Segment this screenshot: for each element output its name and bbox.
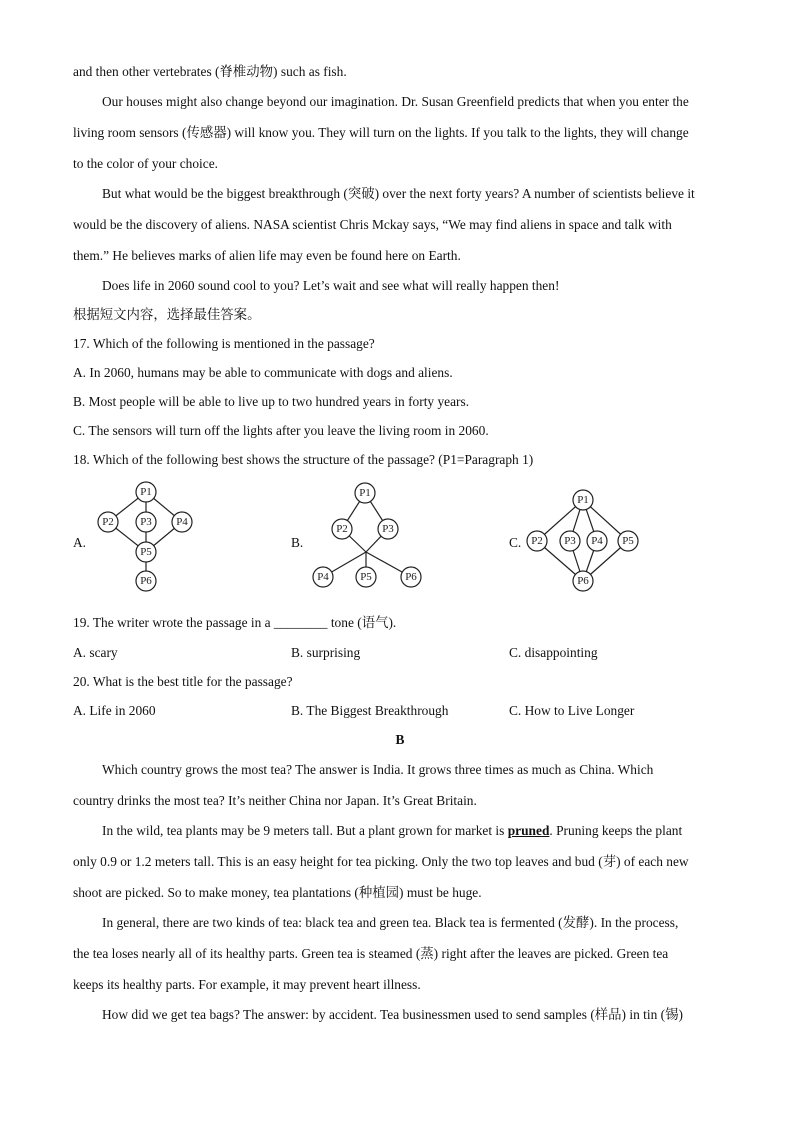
question-19-option-b[interactable]: B. surprising (291, 645, 361, 660)
question-18-stem: 18. Which of the following best shows the structure of the passage? (P1=Paragraph 1) (73, 452, 534, 467)
node-p1 (573, 490, 593, 510)
svg-text:P2: P2 (102, 516, 114, 528)
svg-text:P5: P5 (360, 571, 372, 583)
question-17-option-a[interactable]: A. In 2060, humans may be able to communicate with dogs and aliens. (73, 365, 453, 380)
passage-line: only 0.9 or 1.2 meters tall. This is an easy height for tea picking. Only the two top leaves and bud (芽) of each new (73, 854, 689, 869)
passage-line: would be the discovery of aliens. NASA scientist Chris Mckay says, “We may find aliens in space and talk with (73, 217, 672, 232)
passage-line (102, 822, 682, 840)
passage-line: them.” He believes marks of alien life may even be found here on Earth. (73, 248, 461, 263)
instruction: 根据短文内容，选择最佳答案。 (73, 307, 261, 322)
passage-line: keeps its healthy parts. For example, it may prevent heart illness. (73, 977, 421, 992)
vocabulary-word: pruned (507, 823, 550, 838)
question-20-option-b[interactable]: B. The Biggest Breakthrough (291, 703, 449, 718)
question-20-option-c[interactable]: C. How to Live Longer (509, 703, 635, 718)
node-p4 (587, 531, 607, 551)
passage-line: In general, there are two kinds of tea: black tea and green tea. Black tea is fermented (发酵). In the process, (102, 915, 679, 930)
question-18-option-c[interactable]: C. (509, 535, 522, 550)
passage-line: shoot are picked. So to make money, tea plantations (种植园) must be huge. (73, 885, 482, 900)
question-17-stem: 17. Which of the following is mentioned in the passage? (73, 336, 375, 351)
question-18-option-b[interactable]: B. (291, 535, 304, 550)
svg-text:P5: P5 (140, 546, 152, 558)
svg-text:P6: P6 (405, 571, 417, 583)
svg-text:P3: P3 (140, 516, 152, 528)
svg-text:P2: P2 (336, 523, 348, 535)
svg-text:P6: P6 (140, 575, 152, 587)
passage-line: the tea loses nearly all of its healthy parts. Green tea is steamed (蒸) right after the leaves are picked. Green tea (73, 946, 669, 961)
question-19-option-a[interactable]: A. scary (73, 645, 118, 660)
question-20-stem: 20. What is the best title for the passage? (73, 674, 293, 689)
svg-text:P3: P3 (564, 535, 576, 547)
node-p3 (560, 531, 580, 551)
svg-text:P6: P6 (577, 575, 589, 587)
passage-line: Does life in 2060 sound cool to you? Let’s wait and see what will really happen then! (102, 278, 560, 293)
svg-text:P3: P3 (382, 523, 394, 535)
text-fragment: . Pruning keeps the plant (549, 823, 683, 838)
question-18-option-a[interactable]: A. (73, 535, 87, 550)
question-17-option-b[interactable]: B. Most people will be able to live up to two hundred years in forty years. (73, 394, 470, 409)
passage-line: But what would be the biggest breakthrough (突破) over the next forty years? A number of scientists believe it (102, 186, 695, 201)
passage-line: living room sensors (传感器) will know you. They will turn on the lights. If you talk to the lights, they will change (73, 125, 689, 140)
passage-line: Our houses might also change beyond our imagination. Dr. Susan Greenfield predicts that when you enter the (102, 94, 689, 109)
passage-line: to the color of your choice. (73, 156, 219, 171)
svg-text:P4: P4 (591, 535, 603, 547)
node-p6 (573, 571, 593, 591)
node-p2 (527, 531, 547, 551)
question-17-option-c[interactable]: C. The sensors will turn off the lights after you leave the living room in 2060. (73, 423, 489, 438)
svg-text:P1: P1 (359, 487, 371, 499)
section-heading: B (395, 732, 405, 747)
svg-text:P5: P5 (622, 535, 634, 547)
node-p5 (618, 531, 638, 551)
svg-text:P1: P1 (577, 494, 589, 506)
svg-text:P4: P4 (176, 516, 188, 528)
svg-text:P4: P4 (317, 571, 329, 583)
passage-line: Which country grows the most tea? The answer is India. It grows three times as much as China. Which (102, 762, 654, 777)
text-fragment: In the wild, tea plants may be 9 meters tall. But a plant grown for market is (102, 823, 508, 838)
passage-line: How did we get tea bags? The answer: by accident. Tea businessmen used to send samples (样品) in tin (锡) (102, 1007, 683, 1022)
question-19-stem: 19. The writer wrote the passage in a ________ tone (语气). (73, 615, 397, 630)
passage-line: country drinks the most tea? It’s neither China nor Japan. It’s Great Britain. (73, 793, 477, 808)
question-19-option-c[interactable]: C. disappointing (509, 645, 598, 660)
question-20-option-a[interactable]: A. Life in 2060 (73, 703, 156, 718)
passage-line: and then other vertebrates (脊椎动物) such as fish. (73, 64, 347, 79)
svg-text:P2: P2 (531, 535, 543, 547)
svg-text:P1: P1 (140, 486, 152, 498)
